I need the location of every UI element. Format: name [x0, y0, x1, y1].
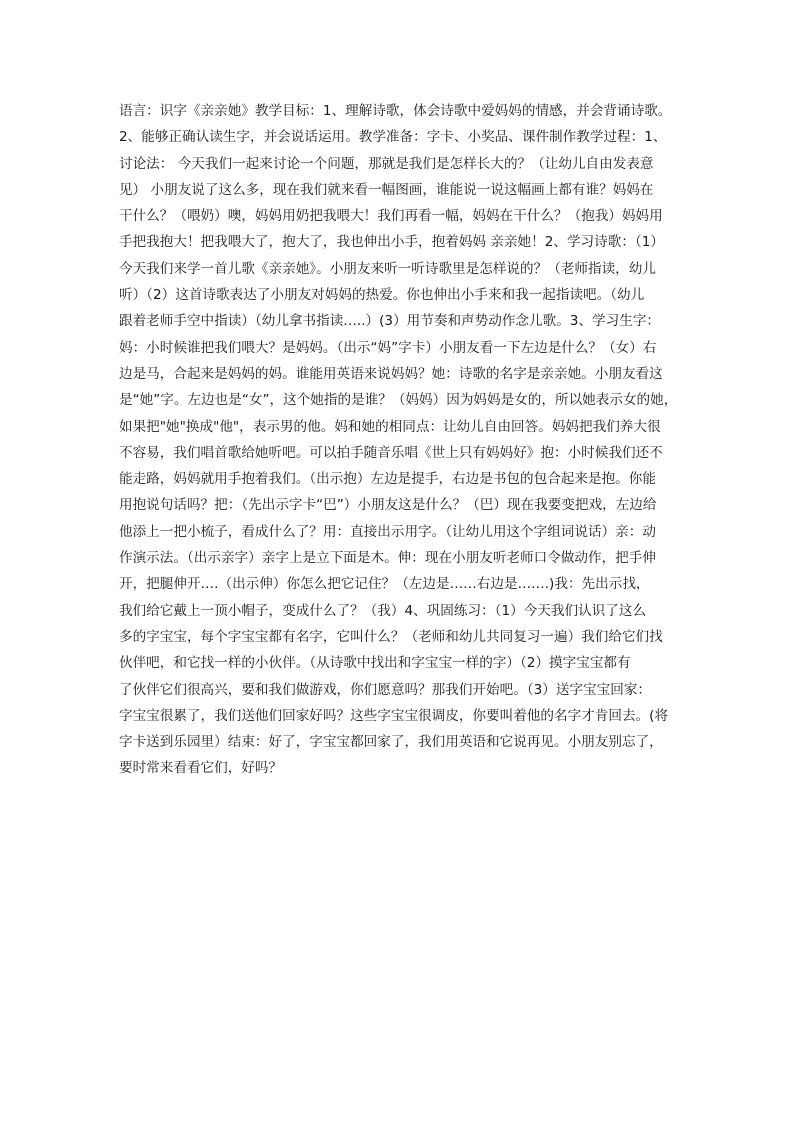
lesson-plan-text — [119, 98, 679, 782]
text-line: 多的字宝宝，每个字宝宝都有名字，它叫什么？（老师和幼儿共同复习一遍）我们给它们找 — [119, 628, 663, 645]
text-line: 妈：小时候谁把我们喂大？是妈妈。（出示“妈”字卡）小朋友看一下左边是什么？（女）右 — [119, 339, 657, 356]
text-line: 跟着老师手空中指读）（幼儿拿书指读…..）(3）用节奏和声势动作念儿歌。3、学习生字： — [119, 313, 661, 330]
text-line: 听）（2）这首诗歌表达了小朋友对妈妈的热爱。你也伸出小手来和我一起指读吧。（幼儿 — [119, 287, 645, 304]
text-line: 见） 小朋友说了这么多，现在我们就来看一幅图画，谁能说一说这幅画上都有谁？妈妈在 — [119, 181, 654, 198]
text-line: 语言：识字《亲亲她》教学目标：1、理解诗歌，体会诗歌中爱妈妈的情感，并会背诵诗歌。 — [119, 103, 672, 119]
text-line: 干什么？（喂奶）噢，妈妈用奶把我喂大！我们再看一幅，妈妈在干什么？（抱我）妈妈用 — [119, 208, 663, 225]
text-line: 要时常来看看它们，好吗？ — [119, 760, 283, 777]
text-line: 我们给它戴上一顶小帽子，变成什么了？（我）4、巩固练习：（1）今天我们认识了这么 — [119, 602, 647, 619]
text-line: 用抱说句话吗？把：（先出示字卡“巴”）小朋友这是什么？（巴）现在我要变把戏，左边给 — [119, 497, 657, 514]
text-line: 字宝宝很累了，我们送他们回家好吗？这些字宝宝很调皮，你要叫着他的名字才肯回去。(将 — [119, 707, 669, 724]
text-line: 是“她”字。左边也是“女”，这个她指的是谁？（妈妈）因为妈妈是女的，所以她表示女的她， — [119, 392, 678, 409]
text-line: 边是马，合起来是妈妈的妈。谁能用英语来说妈妈？她：诗歌的名字是亲亲她。小朋友看这 — [119, 365, 663, 382]
text-line: 2、能够正确认读生字，并会说话运用。教学准备：字卡、小奖品、课件制作教学过程：1、 — [119, 129, 667, 146]
text-line: 手把我抱大！把我喂大了，抱大了，我也伸出小手，抱着妈妈 亲亲她！2、学习诗歌：（1） — [119, 234, 664, 251]
text-line: 作演示法。（出示亲字）亲字上是立下面是木。伸：现在小朋友听老师口令做动作，把手伸 — [119, 550, 656, 567]
text-line: 字卡送到乐园里）结束：好了，字宝宝都回家了，我们用英语和它说再见。小朋友别忘了， — [119, 734, 663, 751]
text-line: 他添上一把小梳子，看成什么了？用：直接出示用字。（让幼儿用这个字组词说话）亲：动 — [119, 523, 656, 540]
text-line: 开，把腿伸开….（出示伸）你怎么把它记住？（左边是……右边是…….)我：先出示找， — [119, 576, 650, 593]
text-line: 今天我们来学一首儿歌《亲亲她》。小朋友来听一听诗歌里是怎样说的？（老师指读，幼儿 — [119, 260, 656, 277]
text-line: 如果把"她"换成"他"，表示男的他。妈和她的相同点：让幼儿自由回答。妈妈把我们养大很 — [119, 418, 661, 435]
text-line: 讨论法： 今天我们一起来讨论一个问题，那就是我们是怎样长大的？（让幼儿自由发表意 — [119, 155, 654, 172]
text-line: 不容易，我们唱首歌给她听吧。可以拍手随音乐唱《世上只有妈妈好》抱：小时候我们还不 — [119, 444, 663, 461]
text-line: 伙伴吧，和它找一样的小伙伴。（从诗歌中找出和字宝宝一样的字）（2）摸字宝宝都有 — [119, 655, 631, 672]
text-line: 了伙伴它们很高兴，要和我们做游戏，你们愿意吗？那我们开始吧。（3）送字宝宝回家： — [119, 681, 652, 698]
text-line: 能走路，妈妈就用手抱着我们。（出示抱）左边是提手，右边是书包的包合起来是抱。你能 — [119, 471, 656, 488]
